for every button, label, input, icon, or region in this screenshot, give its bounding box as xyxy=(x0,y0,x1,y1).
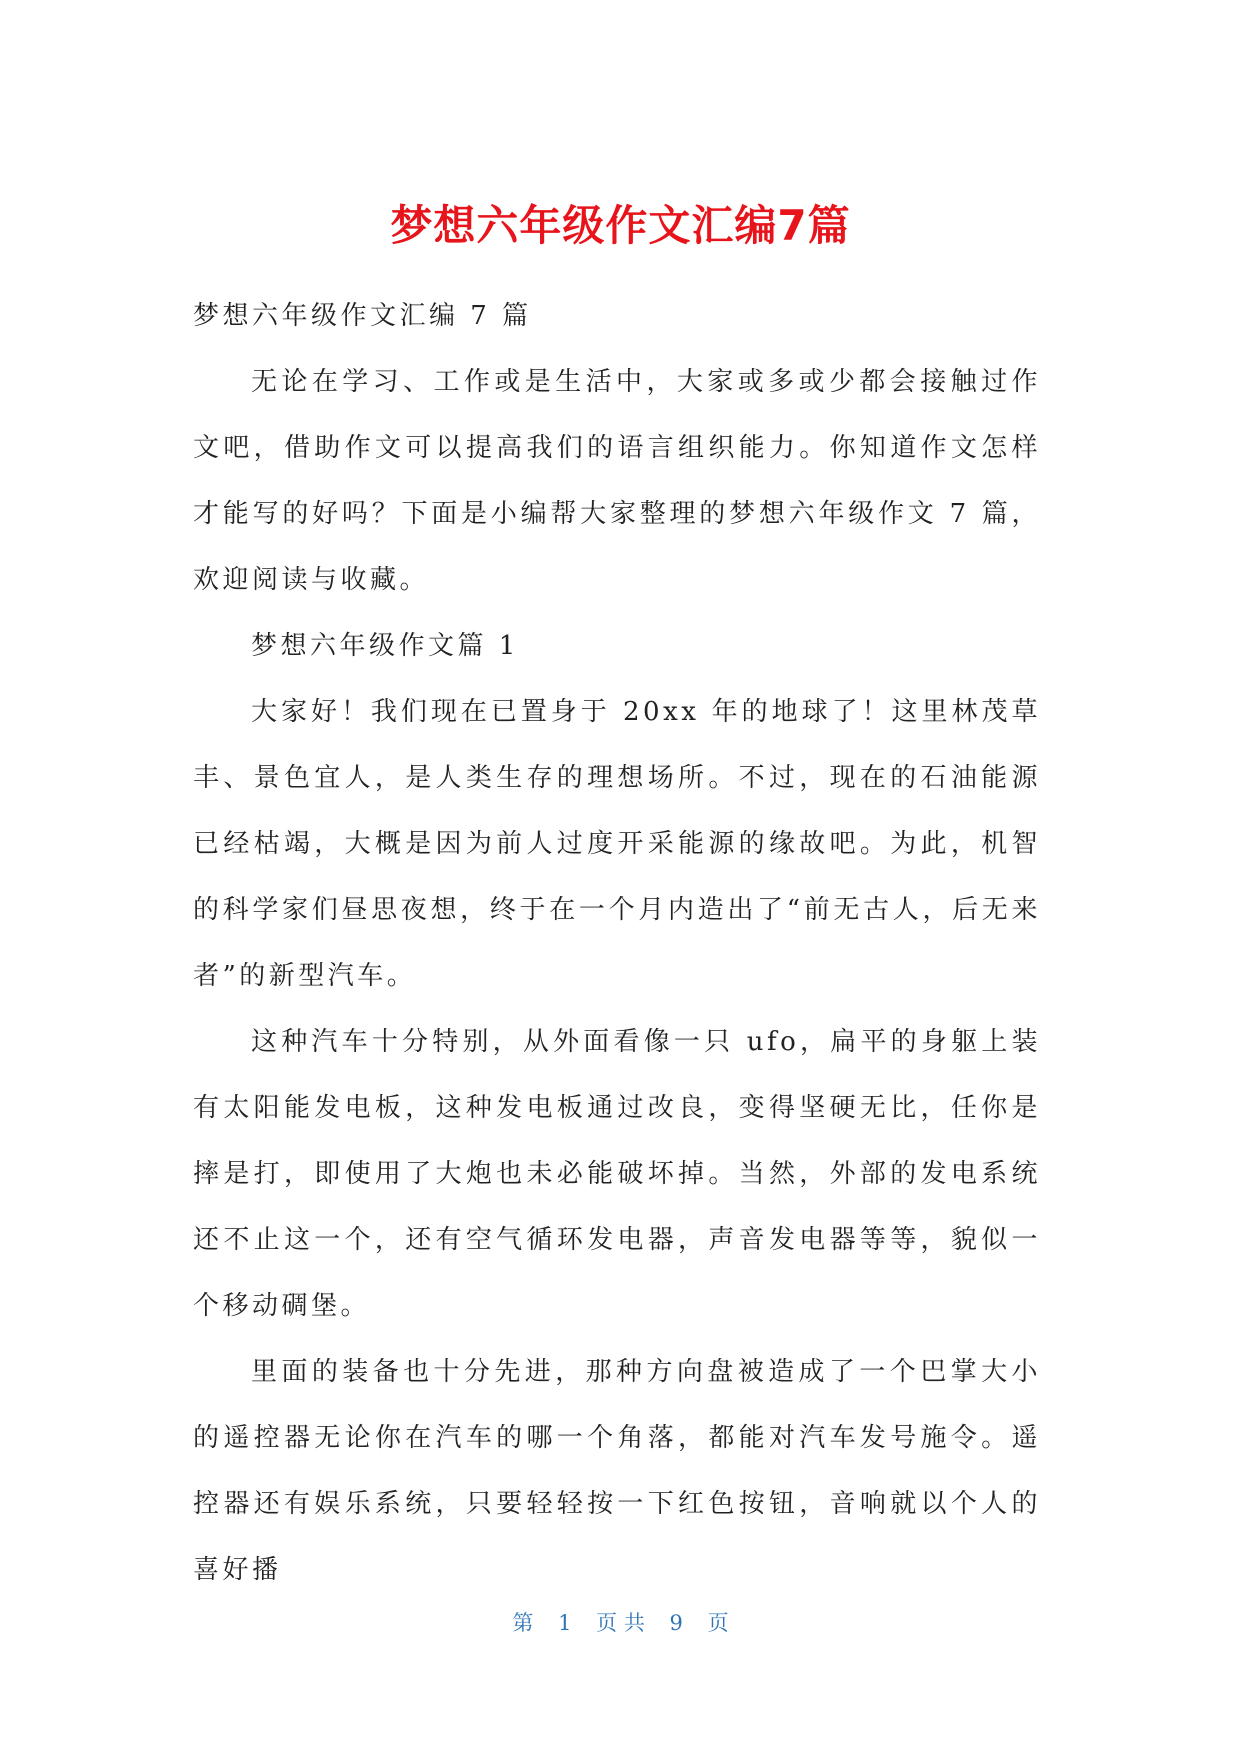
page-footer xyxy=(0,1608,1241,1638)
paragraph: 里面的装备也十分先进，那种方向盘被造成了一个巴掌大小的遥控器无论你在汽车的哪一个角落，都能对汽车发号施令。遥控器还有娱乐系统，只要轻轻按一下红色按钮，音响就以个人的喜好播 xyxy=(193,1357,1041,1585)
document-title: 梦想六年级作文汇编7篇 xyxy=(390,201,851,250)
footer-current-page: 1 xyxy=(558,1611,572,1635)
footer-prefix: 第 xyxy=(512,1611,534,1635)
footer-total-pages: 9 xyxy=(669,1611,683,1635)
paragraph: 这种汽车十分特别，从外面看像一只 ufo，扁平的身躯上装有太阳能发电板，这种发电板通过改良，变得坚硬无比，任你是摔是打，即使用了大炮也未必能破坏掉。当然，外部的发电系统还不止这一个，还有空气循环发电器，声音发电器等等，貌似一个移动碉堡。 xyxy=(193,1027,1041,1321)
paragraph: 大家好！我们现在已置身于 20xx 年的地球了！这里林茂草丰、景色宜人，是人类生存的理想场所。不过，现在的石油能源已经枯竭，大概是因为前人过度开采能源的缘故吧。为此，机智的科学家们昼思夜想，终于在一个月内造出了“前无古人，后无来者”的新型汽车。 xyxy=(193,697,1041,991)
section-heading: 梦想六年级作文篇 1 xyxy=(251,631,519,661)
document-body xyxy=(193,283,1041,1603)
paragraph-intro: 无论在学习、工作或是生活中，大家或多或少都会接触过作文吧，借助作文可以提高我们的语言组织能力。你知道作文怎样才能写的好吗？下面是小编帮大家整理的梦想六年级作文 7 篇，欢迎阅读与收藏。 xyxy=(193,367,1041,595)
footer-suffix: 页 xyxy=(707,1611,729,1635)
document-subtitle: 梦想六年级作文汇编 7 篇 xyxy=(193,301,532,331)
footer-middle: 页 共 xyxy=(596,1611,645,1635)
